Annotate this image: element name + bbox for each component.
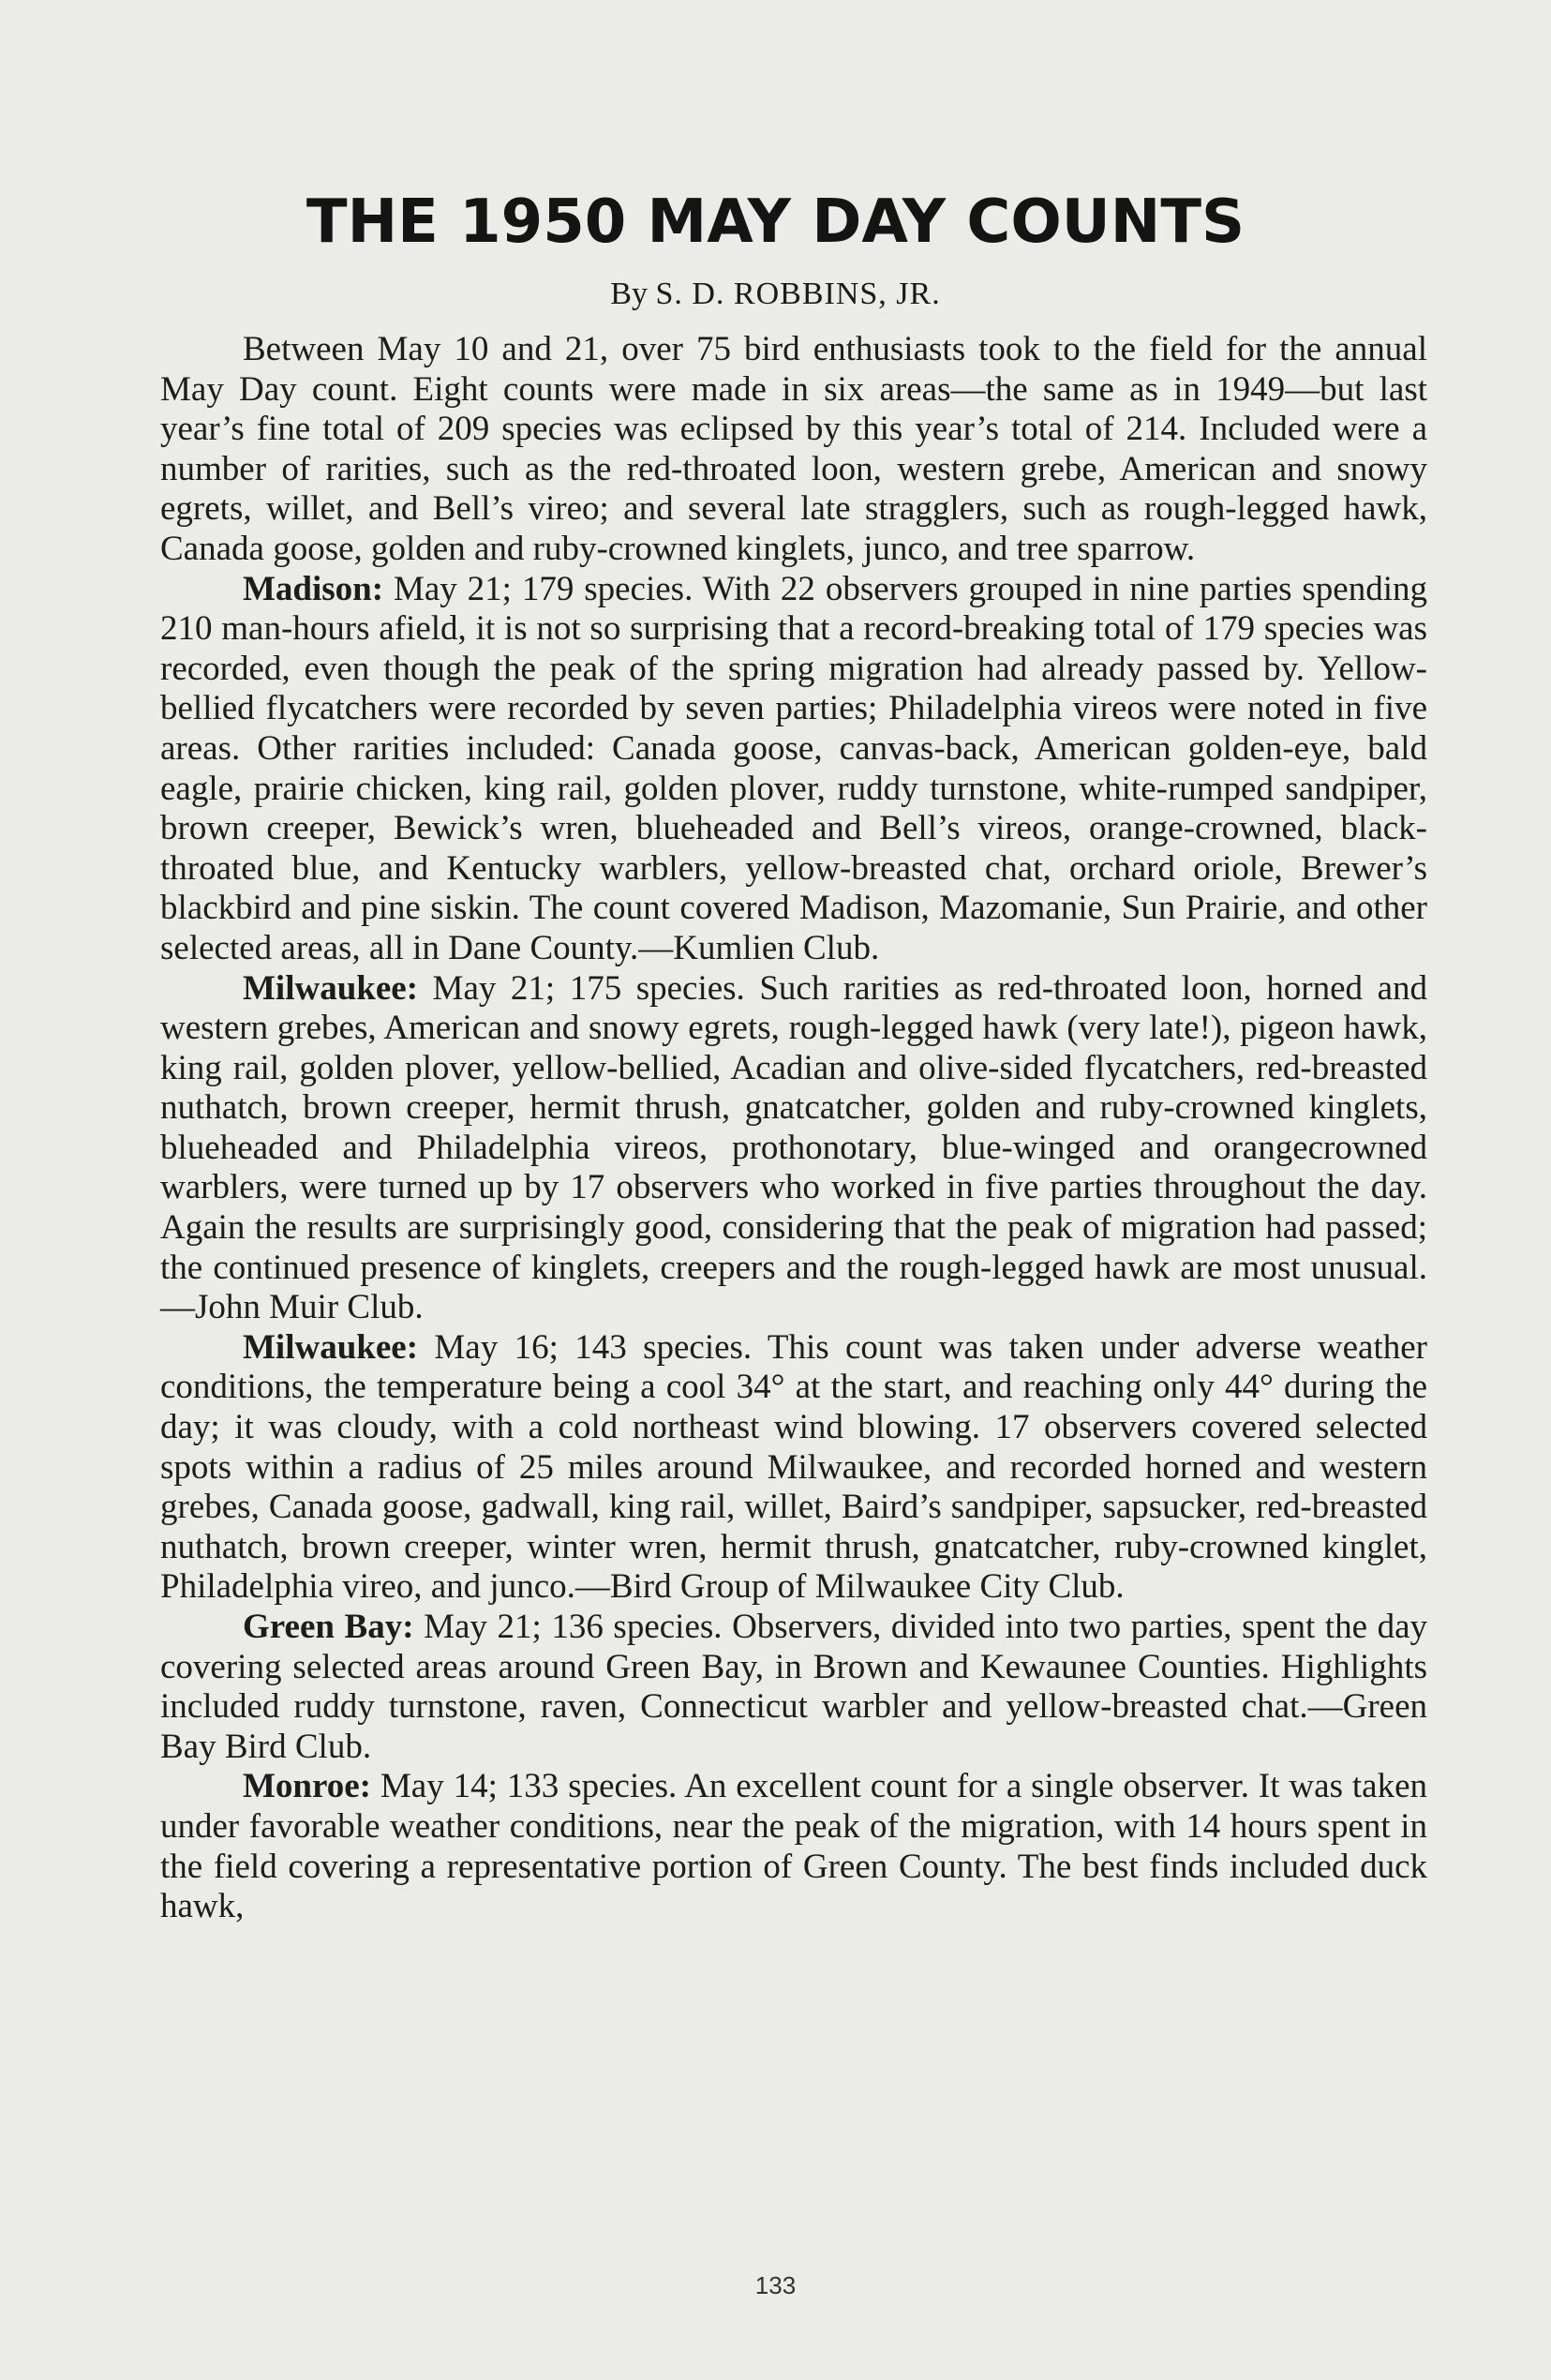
paragraph-text: May 21; 136 species. Observers, divided into two parties, spent the day covering selected areas around Green Bay, in Brown and Kewaunee Counties. Highlights included ruddy turnstone, raven, Connecticut warbler and yellow-breasted chat.—Green Bay Bird Club. (160, 1608, 1427, 1766)
paragraph-text: May 16; 143 species. This count was taken under adverse weather conditions, the temperature being a cool 34° at the start, and reaching only 44° during the day; it was cloudy, with a cold northeast wind blowing. 17 observers covered selected spots within a radius of 25 miles around Milwaukee, and recorded horned and western grebes, Canada goose, gadwall, king rail, willet, Baird’s sandpiper, sapsucker, red-breasted nuthatch, brown creeper, winter wren, hermit thrush, gnatcatcher, ruby-crowned kinglet, Philadelphia vireo, and junco.—Bird Group of Milwaukee City Club. (160, 1327, 1427, 1607)
place-label: Madison: (243, 569, 384, 608)
place-label: Milwaukee: (243, 1327, 419, 1367)
place-label: Milwaukee: (243, 968, 419, 1008)
paragraph-text: May 21; 175 species. Such rarities as red-throated loon, horned and western grebes, American and snowy egrets, rough-legged hawk (very late!), pigeon hawk, king rail, golden plover, yellow-bellied, Acadian and olive-sided flycatchers, red-breasted nuthatch, brown creeper, hermit thrush, gnatcatcher, golden and ruby-crowned kinglets, blueheaded and Philadelphia vireos, prothonotary, blue-winged and orangecrowned warblers, were turned up by 17 observers who worked in five parties throughout the day. Again the results are surprisingly good, considering that the peak of migration had passed; the continued presence of kinglets, creepers and the rough-legged hawk are most unusual.—John Muir Club. (160, 968, 1427, 1327)
paragraph-madison (160, 570, 1427, 969)
paragraph-text: Between May 10 and 21, over 75 bird enthusiasts took to the field for the annual May Day count. Eight counts were made in six areas—the same as in 1949—but last year’s fine total of 209 species was eclipsed by this year’s total of 214. Included were a number of rarities, such as the red-throated loon, western grebe, American and snowy egrets, willet, and Bell’s vireo; and several late stragglers, such as rough-legged hawk, Canada goose, golden and ruby-crowned kinglets, junco, and tree sparrow. (160, 330, 1427, 568)
byline (0, 278, 1551, 310)
article-title: THE 1950 MAY DAY COUNTS (306, 187, 1245, 257)
byline-prefix: By (610, 277, 648, 311)
paragraph-text: May 21; 179 species. With 22 observers grouped in nine parties spending 210 man-hours afield, it is not so surprising that a record-breaking total of 179 species was recorded, even though the peak of the spring migration had already passed by. Yellow-bellied flycatchers were recorded by seven parties; Philadelphia vireos were noted in five areas. Other rarities included: Canada goose, canvas-back, American golden-eye, bald eagle, prairie chicken, king rail, golden plover, ruddy turnstone, white-rumped sandpiper, brown creeper, Bewick’s wren, blueheaded and Bell’s vireos, orange-crowned, black-throated blue, and Kentucky warblers, yellow-breasted chat, orchard oriole, Brewer’s blackbird and pine siskin. The count covered Madison, Mazomanie, Sun Prairie, and other selected areas, all in Dane County.—Kumlien Club. (160, 569, 1427, 967)
paragraph-text: May 14; 133 species. An excellent count for a single observer. It was taken under favorable weather conditions, near the peak of the migration, with 14 hours spent in the field covering a representative portion of Green County. The best finds included duck hawk, (160, 1767, 1427, 1926)
paragraph-milwaukee-21 (160, 969, 1427, 1328)
paragraph-milwaukee-16 (160, 1328, 1427, 1608)
place-label: Monroe: (243, 1767, 371, 1806)
place-label: Green Bay: (243, 1608, 414, 1646)
byline-author: S. D. ROBBINS, JR. (655, 277, 941, 311)
paragraph-green-bay (160, 1608, 1427, 1767)
paragraph-monroe (160, 1767, 1427, 1926)
page-number: 133 (754, 2271, 797, 2299)
article-body (160, 330, 1427, 1927)
paragraph-intro (160, 330, 1427, 570)
